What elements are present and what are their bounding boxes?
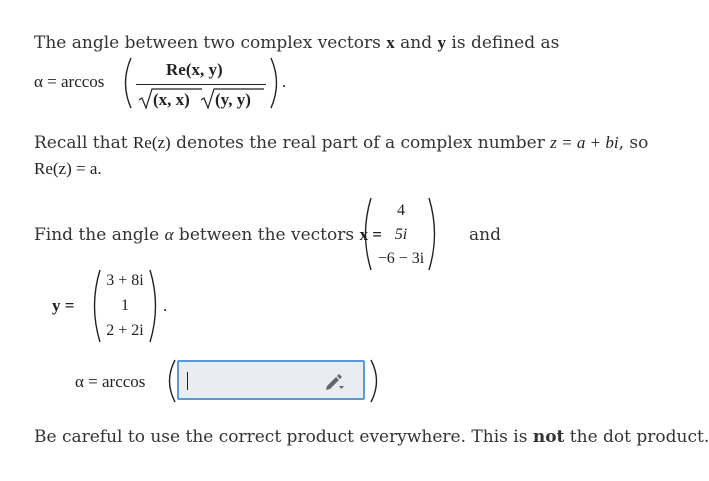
find-text: Find the angle α between the vectors x = [34,225,382,245]
answer-right-paren-icon [368,358,384,404]
answer-label: α = arccos [75,372,146,391]
text-caret [187,372,188,390]
left-paren-icon [118,56,134,110]
y-right-paren-icon [148,268,162,344]
footer-bold: not [532,427,565,447]
var-y: y [437,33,446,52]
y-entry-1: 3 + 8i [106,272,144,289]
and-word: and [469,225,501,245]
x-equals: x = [359,225,382,244]
recall-line2: Re(z) = a. [34,159,102,178]
x-entry-1: 4 [397,202,405,219]
pencil-icon[interactable] [325,372,345,390]
definition-lhs: α = arccos [34,72,105,91]
var-x: x [386,33,395,52]
definition-numerator: Re(x, y) [166,60,223,79]
y-equals: y = [52,296,75,315]
y-period: . [163,296,168,315]
answer-left-paren-icon [162,358,178,404]
x-entry-3: −6 − 3i [377,250,425,267]
intro-text: The angle between two complex vectors x and y is defined as [34,33,560,53]
z-expression: z = a + bi [550,133,619,152]
denominator-right: (y, y) [215,90,251,109]
answer-input[interactable] [177,360,365,400]
definition-period: . [282,72,287,91]
x-right-paren-icon [427,196,441,272]
fraction-bar [136,84,266,85]
re-z: Re(z) [132,133,171,152]
x-entry-2: 5i [394,226,408,243]
recall-line1: Recall that Re(z) denotes the real part of a complex number z = a + bi, so [34,133,649,153]
y-entry-3: 2 + 2i [106,322,144,339]
y-entry-2: 1 [121,297,129,314]
denominator-left: (x, x) [153,90,190,109]
alpha-symbol: α [164,225,174,244]
footer-text: Be careful to use the correct product everywhere. This is not the dot product. [34,427,709,447]
